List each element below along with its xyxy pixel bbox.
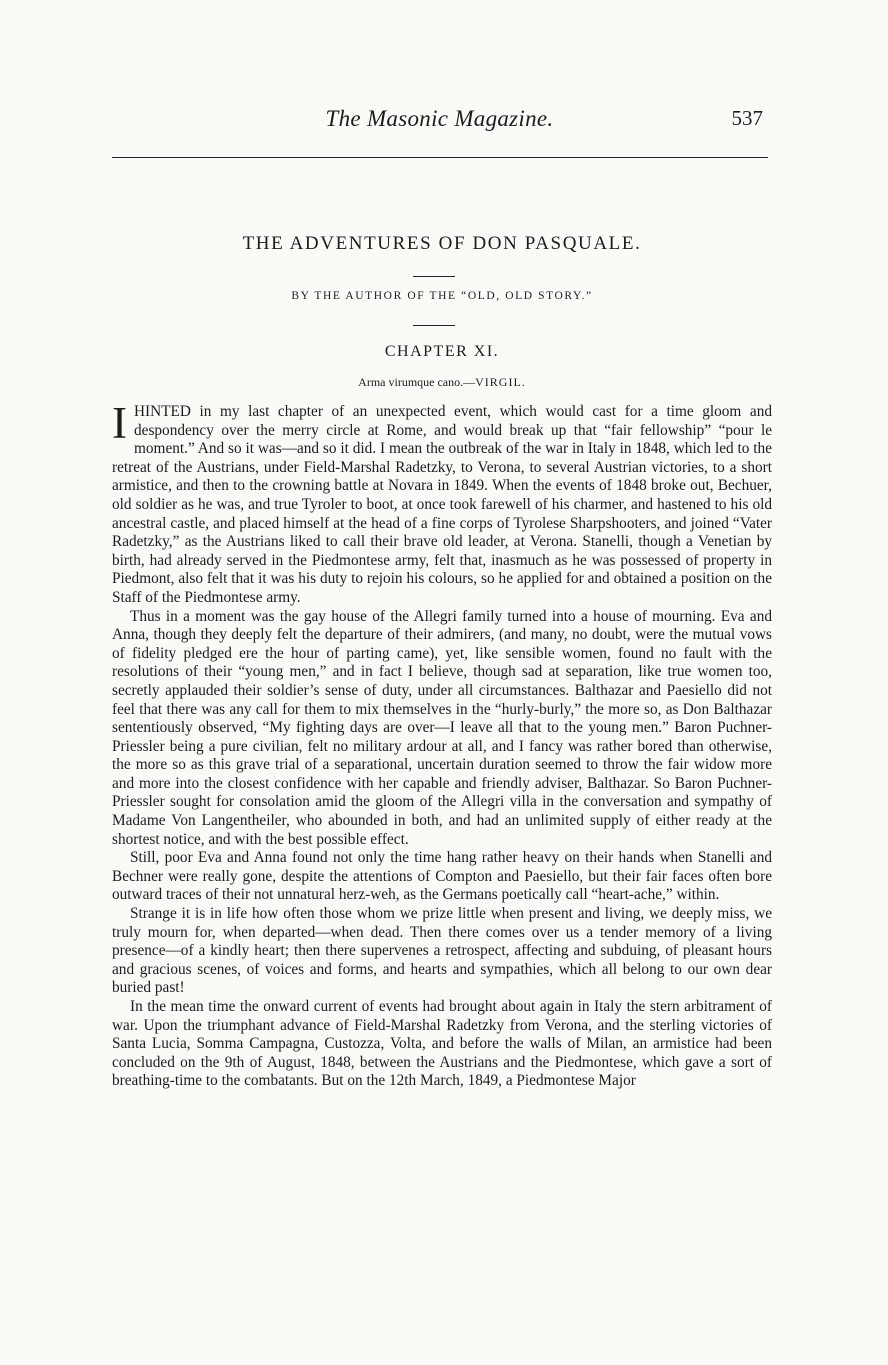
title-rule <box>413 276 455 277</box>
paragraph <box>112 398 772 608</box>
running-title: The Masonic Magazine. <box>325 106 554 131</box>
page-number: 537 <box>731 106 763 130</box>
epigraph-text: Arma virumque cano.— <box>358 375 476 389</box>
article-title: THE ADVENTURES OF DON PASQUALE. <box>242 233 642 254</box>
paragraph: Still, poor Eva and Anna found not only the time hang rather heavy on their hands when Stanelli and Bechner were really gone, despite the attentions of Compton and Paesiello, but their fair faces often bore outward traces of their not unnatural herz-weh, as the Germans poetically call “heart-ache,” within. <box>112 849 772 904</box>
paragraph-text: HINTED in my last chapter of an unexpected event, which would cast for a time gloom and despondency over the merry circle at Rome, and would break up that “fair fellowship” “pour le moment.” And so it was—and so it did. I mean the outbreak of the war in Italy in 1848, which led to the retreat of the Austrians, under Field-Marshal Radetzky, to Verona, to several Austrian victories, to a short armistice, and then to the crowning battle at Novara in 1849. When the events of 1848 broke out, Bechuer, old soldier as he was, and true Tyroler to boot, at once took farewell of his charmer, and hastened to his old ancestral castle, and placed himself at the head of a fine corps of Tyrolese Sharpshooters, and joined “Vater Radetzky,” as the Austrians liked to call their brave old leader, at Verona. Stanelli, though a Venetian by birth, had already served in the Piedmontese army, felt that, inasmuch as he was possessed of property in Piedmont, also felt that it was his duty to rejoin his colours, so he applied for and obtained a position on the Staff of the Piedmontese army. <box>112 403 772 606</box>
header-rule <box>112 157 768 158</box>
running-head <box>112 100 767 136</box>
chapter-heading: CHAPTER XI. <box>384 343 500 360</box>
epigraph <box>112 375 772 390</box>
byline-rule <box>413 325 455 326</box>
epigraph-author: VIRGIL. <box>475 375 526 389</box>
paragraph: In the mean time the onward current of events had brought about again in Italy the stern arbitrament of war. Upon the triumphant advance of Field-Marshal Radetzky from Verona, and the sterling victories of Santa Lucia, Somma Campagna, Custozza, Volta, and before the walls of Milan, an armistice had been concluded on the 9th of August, 1848, between the Austrians and the Piedmontese, which gave a sort of breathing-time to the combatants. But on the 12th March, 1849, a Piedmontese Major <box>112 998 772 1090</box>
drop-cap: I <box>112 398 127 448</box>
article-body <box>112 398 772 1091</box>
article-byline: BY THE AUTHOR OF THE “OLD, OLD STORY.” <box>291 290 593 302</box>
paragraph: Thus in a moment was the gay house of the Allegri family turned into a house of mourning. Eva and Anna, though they deeply felt the departure of their admirers, (and many, no doubt, were the mutual vows of fidelity pledged ere the hour of parting came), yet, like sensible women, found no fault with the resolutions of their “young men,” and in fact I believe, though sad at separation, like true women too, secretly applauded their soldier’s sense of duty, under all circumstances. Balthazar and Paesiello did not feel that there was any call for them to mix themselves in the “hurly-burly,” the more so, as Don Balthazar sententiously observed, “My fighting days are over—I leave all that to the young men.” Baron Puchner-Priessler being a pure civilian, felt no military ardour at all, and I fancy was rather bored than otherwise, the more so as this grave trial of a separational, uncertain duration seemed to throw the fair widow more and more into the closest confidence with her capable and friendly adviser, Balthazar. So Baron Puchner-Priessler sought for consolation amid the gloom of the Allegri villa in the conversation and sympathy of Madame Von Langentheiler, who abounded in both, and had an unlimited supply of either ready at the shortest notice, and with the best possible effect. <box>112 607 772 848</box>
paragraph: Strange it is in life how often those whom we prize little when present and living, we deeply miss, we truly mourn for, when departed—when dead. Then there comes over us a tender memory of a living presence—of a kindly heart; then there supervenes a retrospect, affecting and subduing, of pleasant hours and gracious scenes, of voices and forms, and hearts and sympathies, which all belong to our own dear buried past! <box>112 905 772 997</box>
